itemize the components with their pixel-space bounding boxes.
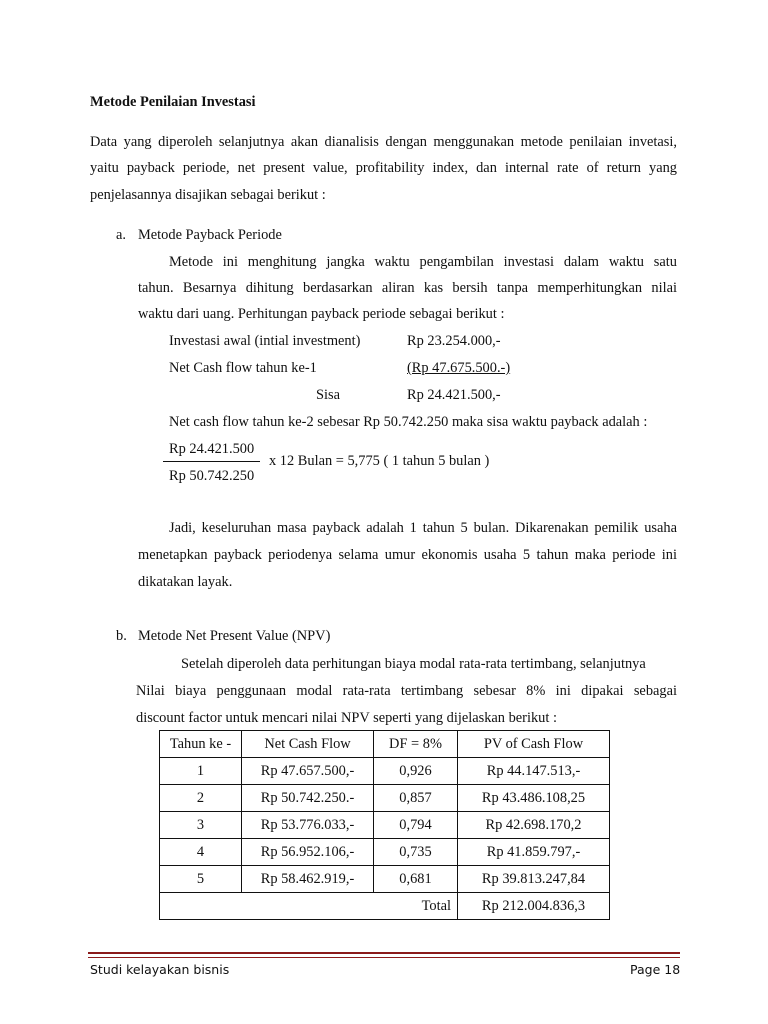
cell-tahun: 4 <box>160 839 242 866</box>
cell-net-cash-flow: Rp 58.462.919,- <box>242 866 374 893</box>
fraction-denominator: Rp 50.742.250 <box>169 468 255 484</box>
table-row <box>160 839 610 866</box>
table-row <box>160 866 610 893</box>
cell-df: 0,926 <box>374 758 458 785</box>
npv-marker: b. <box>116 628 127 644</box>
cell-pv: Rp 41.859.797,- <box>458 839 610 866</box>
table-row <box>160 812 610 839</box>
cell-pv: Rp 39.813.247,84 <box>458 866 610 893</box>
cell-df: 0,794 <box>374 812 458 839</box>
sisa-value: Rp 24.421.500,- <box>407 387 501 403</box>
sisa-label: Sisa <box>316 387 340 403</box>
investasi-label: Investasi awal (intial investment) <box>169 333 361 349</box>
npv-line-3: discount factor untuk mencari nilai NPV seperti yang dijelaskan berikut : <box>136 710 557 726</box>
conclusion-line-3: dikatakan layak. <box>138 574 233 590</box>
cell-net-cash-flow: Rp 56.952.106,- <box>242 839 374 866</box>
cell-net-cash-flow: Rp 50.742.250.- <box>242 785 374 812</box>
fraction-result: x 12 Bulan = 5,775 ( 1 tahun 5 bulan ) <box>269 453 490 469</box>
intro-line-1: Data yang diperoleh selanjutnya akan dianalisis dengan menggunakan metode penilaian invetasi, <box>90 134 677 150</box>
intro-line-3: penjelasannya disajikan sebagai berikut : <box>90 187 326 203</box>
cell-net-cash-flow: Rp 53.776.033,- <box>242 812 374 839</box>
cell-net-cash-flow: Rp 47.657.500,- <box>242 758 374 785</box>
payback-marker: a. <box>116 227 126 243</box>
cell-pv: Rp 42.698.170,2 <box>458 812 610 839</box>
page-number: Page 18 <box>630 962 681 977</box>
conclusion-line-1: Jadi, keseluruhan masa payback adalah 1 tahun 5 bulan. Dikarenakan pemilik usaha <box>169 520 677 536</box>
fraction-bar <box>163 461 260 462</box>
header-pv: PV of Cash Flow <box>458 731 610 758</box>
footer-title: Studi kelayakan bisnis <box>90 962 230 977</box>
npv-table <box>159 730 610 920</box>
cell-tahun: 5 <box>160 866 242 893</box>
cell-pv: Rp 43.486.108,25 <box>458 785 610 812</box>
footer-rule-thin <box>88 957 680 958</box>
table-row <box>160 758 610 785</box>
cell-df: 0,735 <box>374 839 458 866</box>
intro-line-2: yaitu payback periode, net present value, profitability index, dan internal rate of return yang <box>90 160 677 176</box>
npv-line-2: Nilai biaya penggunaan modal rata-rata tertimbang sebesar 8% ini dipakai sebagai <box>136 683 677 699</box>
npv-line-1: Setelah diperoleh data perhitungan biaya modal rata-rata tertimbang, selanjutnya <box>181 656 646 672</box>
investasi-value: Rp 23.254.000,- <box>407 333 501 349</box>
cell-df: 0,681 <box>374 866 458 893</box>
ncf2-line: Net cash flow tahun ke-2 sebesar Rp 50.742.250 maka sisa waktu payback adalah : <box>169 414 648 430</box>
payback-p1-line-3: waktu dari uang. Perhitungan payback periode sebagai berikut : <box>138 306 505 322</box>
payback-p1-line-1: Metode ini menghitung jangka waktu pengambilan investasi dalam waktu satu <box>169 254 677 270</box>
payback-p1-line-2: tahun. Besarnya dihitung berdasarkan aliran kas bersih tanpa memperhitungkan nilai <box>138 280 677 296</box>
fraction-numerator: Rp 24.421.500 <box>169 441 255 457</box>
cell-tahun: 3 <box>160 812 242 839</box>
section-title: Metode Penilaian Investasi <box>90 94 256 110</box>
cell-pv: Rp 44.147.513,- <box>458 758 610 785</box>
payback-title: Metode Payback Periode <box>138 227 282 243</box>
total-label: Total <box>160 893 458 920</box>
cell-tahun: 1 <box>160 758 242 785</box>
footer-rule-thick <box>88 952 680 954</box>
ncf1-value: (Rp 47.675.500.-) <box>407 360 511 376</box>
header-df: DF = 8% <box>374 731 458 758</box>
header-tahun: Tahun ke - <box>160 731 242 758</box>
cell-df: 0,857 <box>374 785 458 812</box>
cell-tahun: 2 <box>160 785 242 812</box>
table-row <box>160 785 610 812</box>
header-net-cash-flow: Net Cash Flow <box>242 731 374 758</box>
table-header-row <box>160 731 610 758</box>
npv-title: Metode Net Present Value (NPV) <box>138 628 331 644</box>
table-total-row <box>160 893 610 920</box>
conclusion-line-2: menetapkan payback periodenya selama umur ekonomis usaha 5 tahun maka periode ini <box>138 547 677 563</box>
total-value: Rp 212.004.836,3 <box>458 893 610 920</box>
ncf1-label: Net Cash flow tahun ke-1 <box>169 360 317 376</box>
